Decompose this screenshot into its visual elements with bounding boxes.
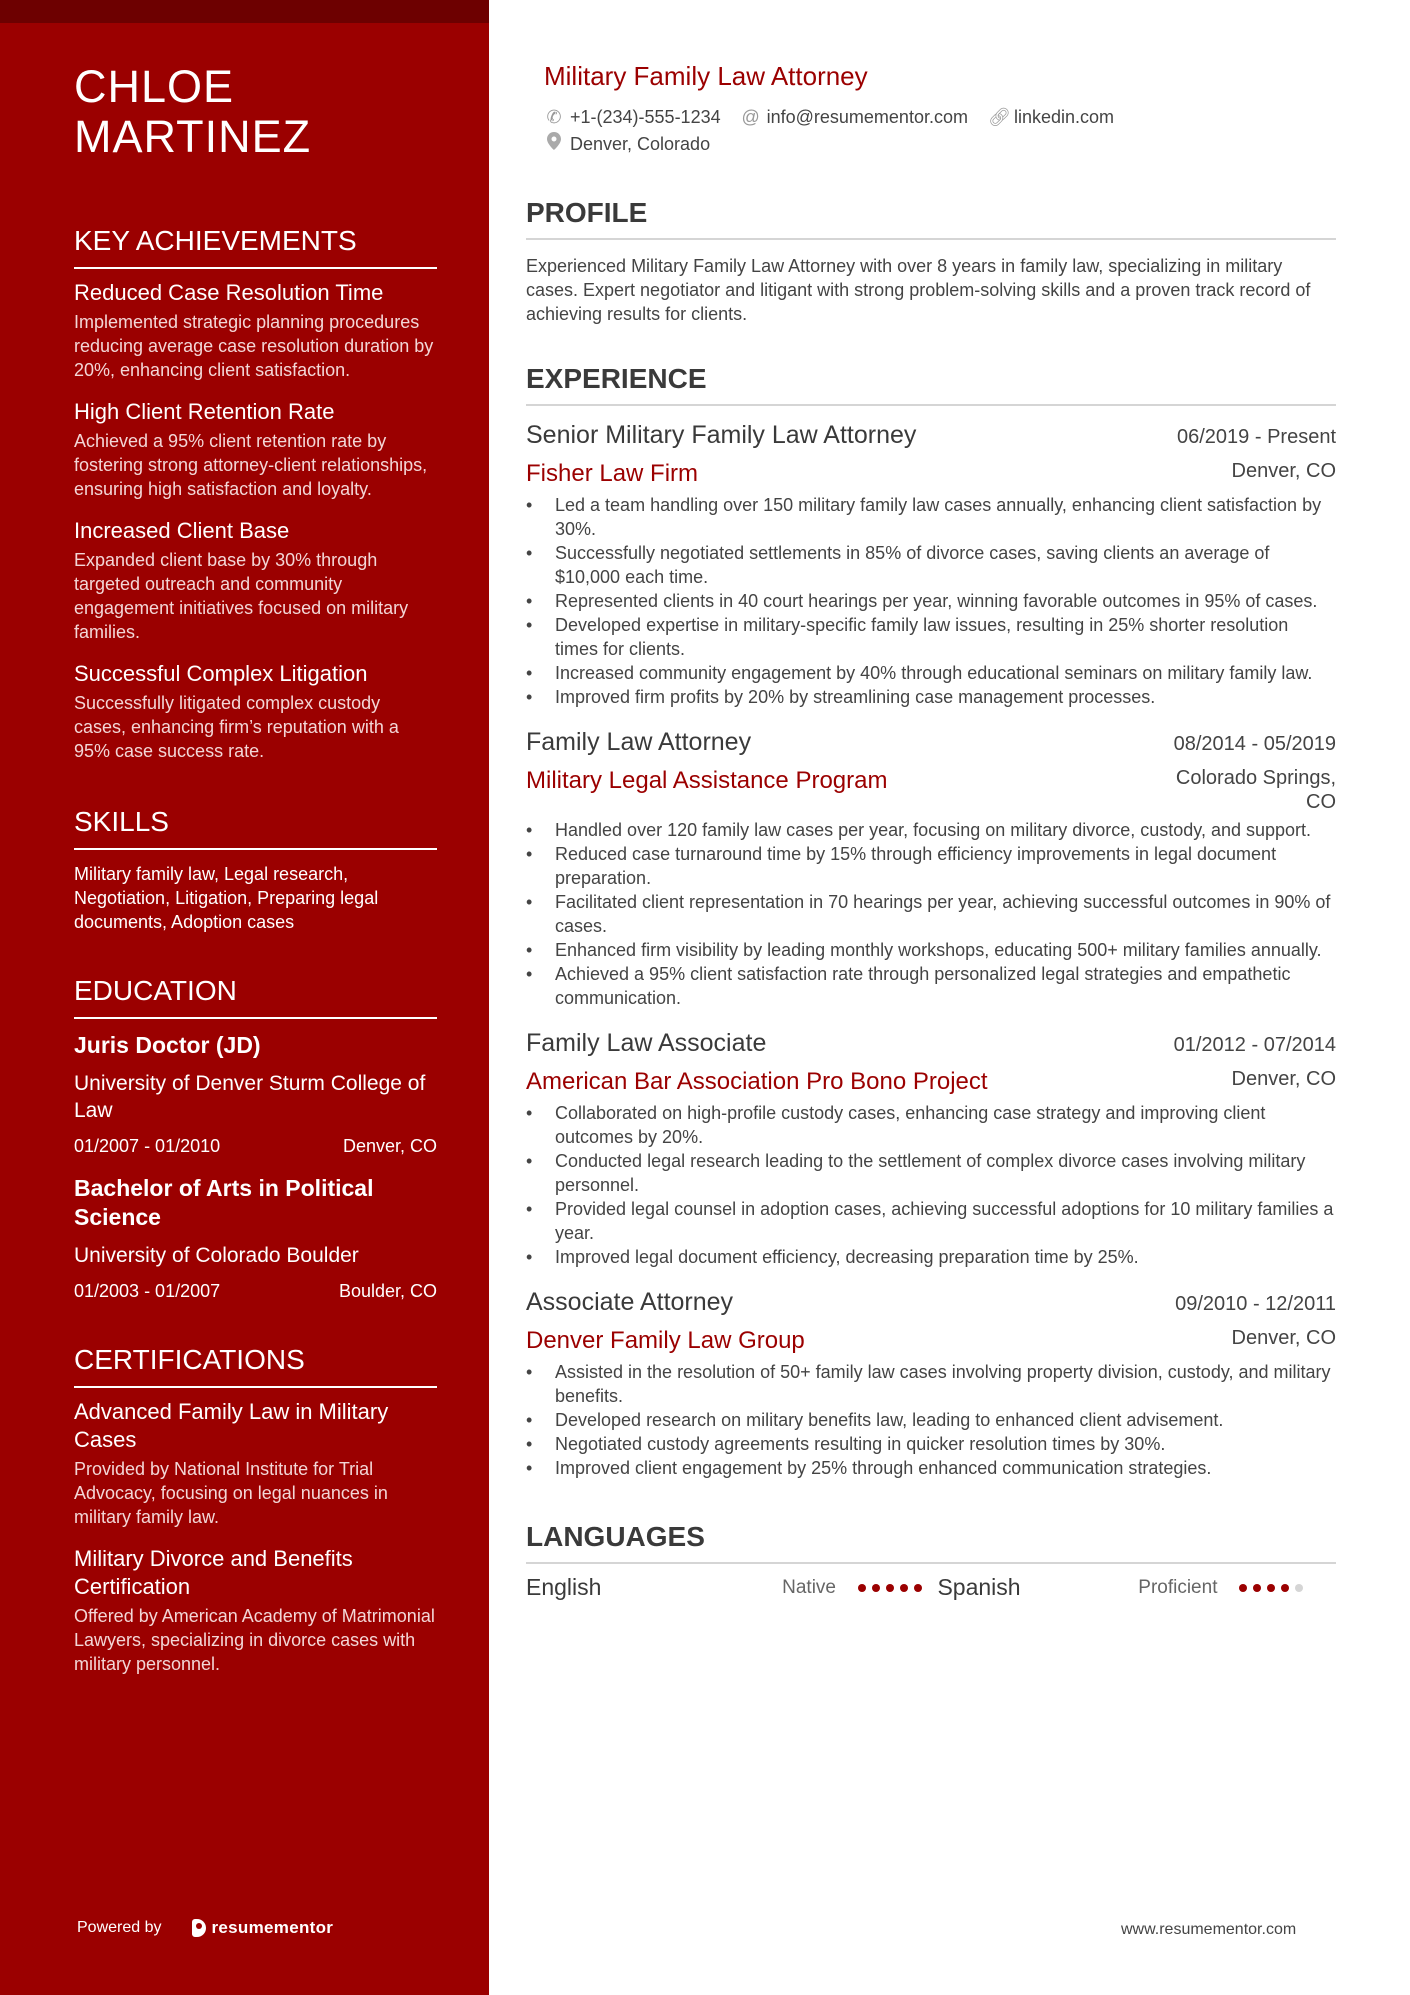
language-rating <box>858 1584 928 1592</box>
experience-role: Family Law Associate <box>526 1029 767 1057</box>
bullet-item: • Represented clients in 40 court hearings per year, winning favorable outcomes in 95% of cases. <box>526 589 1336 613</box>
experience-location: Denver, CO <box>1231 1068 1336 1090</box>
education-location: Denver, CO <box>342 1136 437 1156</box>
experience-dates: 01/2012 - 07/2014 <box>1173 1034 1336 1056</box>
languages-section <box>526 1520 1336 1601</box>
experience-header <box>526 725 1336 761</box>
experience-bullets <box>526 818 1336 1010</box>
sidebar-content <box>74 62 437 1692</box>
language-name: Spanish <box>937 1574 1021 1600</box>
certification-item <box>74 1545 437 1676</box>
experience-item <box>526 725 1336 1010</box>
language-item <box>937 1574 1336 1601</box>
at-icon: @ <box>741 107 760 127</box>
certification-item <box>74 1398 437 1529</box>
experience-subheader <box>526 1326 1336 1356</box>
rating-dot-filled <box>900 1584 908 1592</box>
bullet-item: • Successfully negotiated settlements in 85% of divorce cases, saving clients an average of $10,000 each time. <box>526 541 1336 589</box>
certification-desc: Provided by National Institute for Trial Advocacy, focusing on legal nuances in military family law. <box>74 1459 388 1527</box>
experience-location: Denver, CO <box>1231 1327 1336 1349</box>
education-location: Boulder, CO <box>338 1281 437 1301</box>
education-section <box>74 974 437 1303</box>
phone-text: +1-(234)-555-1234 <box>570 107 721 127</box>
brand-name: resumementor <box>211 1918 334 1937</box>
education-degree: Bachelor of Arts in Political Science <box>74 1175 374 1230</box>
experience-location: Colorado Springs, CO <box>1175 767 1336 813</box>
bullet-item: • Provided legal counsel in adoption cases, achieving successful adoptions for 10 military families a year. <box>526 1197 1336 1245</box>
rating-dot-filled <box>1267 1584 1275 1592</box>
achievement-item <box>74 517 437 644</box>
brand-logo[interactable] <box>192 1918 334 1938</box>
experience-role: Associate Attorney <box>526 1288 734 1316</box>
bullet-item: • Increased community engagement by 40% through educational seminars on military family law. <box>526 661 1336 685</box>
profile-section <box>526 196 1336 326</box>
bullet-item: • Led a team handling over 150 military family law cases annually, enhancing client satisfaction by 30%. <box>526 493 1336 541</box>
achievement-desc: Achieved a 95% client retention rate by fostering strong attorney-client relationships, ensuring high satisfaction and loyalty. <box>74 431 428 499</box>
bullet-item: • Conducted legal research leading to the settlement of complex divorce cases involving military personnel. <box>526 1149 1336 1197</box>
achievement-title: Successful Complex Litigation <box>74 661 368 686</box>
rating-dot-filled <box>914 1584 922 1592</box>
experience-subheader <box>526 1067 1336 1097</box>
language-name: English <box>526 1574 602 1600</box>
job-title: Military Family Law Attorney <box>544 61 868 91</box>
rating-dot-empty <box>1295 1584 1303 1592</box>
language-level: Native <box>782 1576 836 1598</box>
profile-heading: PROFILE <box>526 196 1336 240</box>
skills-section <box>74 805 437 934</box>
first-name: CHLOE <box>74 61 235 112</box>
certification-title: Advanced Family Law in Military Cases <box>74 1399 389 1452</box>
experience-heading: EXPERIENCE <box>526 362 1336 406</box>
skills-list: Military family law, Legal research, Negotiation, Litigation, Preparing legal documents, Adoption cases <box>74 864 379 932</box>
experience-bullets <box>526 493 1336 709</box>
bullet-item: • Developed research on military benefits law, leading to enhanced client advisement. <box>526 1408 1336 1432</box>
education-item <box>74 1174 437 1303</box>
contact-linkedin[interactable] <box>988 104 1114 131</box>
contact-row <box>544 131 1336 158</box>
rating-dot-filled <box>886 1584 894 1592</box>
achievements-section <box>74 224 437 763</box>
rating-dot-filled <box>858 1584 866 1592</box>
certifications-heading: CERTIFICATIONS <box>74 1343 437 1388</box>
contact-row <box>544 104 1336 131</box>
languages-list <box>526 1574 1336 1601</box>
education-dates: 01/2003 - 01/2007 <box>74 1281 221 1301</box>
candidate-name <box>74 62 437 162</box>
achievement-title: Reduced Case Resolution Time <box>74 280 384 305</box>
experience-location: Denver, CO <box>1231 460 1336 482</box>
experience-item <box>526 1026 1336 1269</box>
bullet-item: • Handled over 120 family law cases per year, focusing on military divorce, custody, and support. <box>526 818 1336 842</box>
bullet-item: • Developed expertise in military-specific family law issues, resulting in 25% shorter resolution times for clients. <box>526 613 1336 661</box>
experience-company: Military Legal Assistance Program <box>526 767 888 794</box>
contact-phone[interactable] <box>544 104 721 131</box>
experience-bullets <box>526 1360 1336 1480</box>
contact-location <box>544 131 710 158</box>
last-name: MARTINEZ <box>74 111 312 162</box>
experience-section <box>526 362 1336 1480</box>
location-text: Denver, Colorado <box>570 134 711 154</box>
education-item <box>74 1031 437 1158</box>
education-meta <box>74 1134 437 1158</box>
experience-subheader <box>526 766 1336 814</box>
bullet-item: • Negotiated custody agreements resulting in quicker resolution times by 30%. <box>526 1432 1336 1456</box>
experience-dates: 08/2014 - 05/2019 <box>1173 733 1336 755</box>
achievement-desc: Implemented strategic planning procedures reducing average case resolution duration by 20%, enhancing client satisfaction. <box>74 312 434 380</box>
education-heading: EDUCATION <box>74 974 437 1019</box>
sidebar-top-bar <box>0 0 489 23</box>
rating-dot-filled <box>1281 1584 1289 1592</box>
experience-dates: 06/2019 - Present <box>1177 426 1336 448</box>
language-level: Proficient <box>1138 1576 1218 1598</box>
achievements-heading: KEY ACHIEVEMENTS <box>74 224 437 269</box>
education-meta <box>74 1279 437 1303</box>
achievement-title: High Client Retention Rate <box>74 399 335 424</box>
experience-role: Family Law Attorney <box>526 728 752 756</box>
certification-title: Military Divorce and Benefits Certification <box>74 1546 353 1599</box>
bullet-item: • Collaborated on high-profile custody cases, enhancing case strategy and improving client outcomes by 20%. <box>526 1101 1336 1149</box>
email-text: info@resumementor.com <box>766 107 968 127</box>
rating-dot-filled <box>1239 1584 1247 1592</box>
powered-by-label: Powered by <box>77 1919 162 1936</box>
main-content <box>526 60 1336 1601</box>
education-school: University of Colorado Boulder <box>74 1244 359 1267</box>
education-school: University of Denver Sturm College of Law <box>74 1072 426 1122</box>
achievement-item <box>74 660 437 763</box>
experience-header <box>526 418 1336 454</box>
certification-desc: Offered by American Academy of Matrimonial Lawyers, specializing in divorce cases with military personnel. <box>74 1606 435 1674</box>
bullet-item: • Improved firm profits by 20% by streamlining case management processes. <box>526 685 1336 709</box>
location-pin-icon <box>544 131 564 158</box>
bullet-item: • Reduced case turnaround time by 15% through efficiency improvements in legal document preparation. <box>526 842 1336 890</box>
footer-url[interactable]: www.resumementor.com <box>1121 1921 1297 1938</box>
powered-by <box>77 1918 333 1938</box>
bullet-item: • Improved legal document efficiency, decreasing preparation time by 25%. <box>526 1245 1336 1269</box>
experience-header <box>526 1285 1336 1321</box>
skills-heading: SKILLS <box>74 805 437 850</box>
education-degree: Juris Doctor (JD) <box>74 1032 261 1058</box>
certifications-section <box>74 1343 437 1676</box>
achievement-desc: Successfully litigated complex custody cases, enhancing firm’s reputation with a 95% case success rate. <box>74 693 399 761</box>
experience-company: American Bar Association Pro Bono Project <box>526 1068 988 1095</box>
experience-dates: 09/2010 - 12/2011 <box>1175 1293 1336 1315</box>
achievement-desc: Expanded client base by 30% through targeted outreach and community engagement initiatives focused on military families. <box>74 550 409 642</box>
contact-info <box>544 104 1336 158</box>
bullet-item: • Assisted in the resolution of 50+ family law cases involving property division, custody, and military benefits. <box>526 1360 1336 1408</box>
experience-company: Fisher Law Firm <box>526 460 699 487</box>
experience-company: Denver Family Law Group <box>526 1327 805 1354</box>
experience-role: Senior Military Family Law Attorney <box>526 421 917 449</box>
experience-item <box>526 1285 1336 1480</box>
contact-email[interactable] <box>741 104 968 131</box>
language-item <box>526 1574 937 1601</box>
bullet-item: • Achieved a 95% client satisfaction rate through personalized legal strategies and empathetic communication. <box>526 962 1336 1010</box>
experience-header <box>526 1026 1336 1062</box>
achievement-title: Increased Client Base <box>74 518 290 543</box>
achievement-item <box>74 279 437 382</box>
bullet-item: • Enhanced firm visibility by leading monthly workshops, educating 500+ military families annually. <box>526 938 1336 962</box>
education-dates: 01/2007 - 01/2010 <box>74 1136 221 1156</box>
sidebar <box>0 0 489 1995</box>
achievement-item <box>74 398 437 501</box>
brand-mark-icon <box>192 1919 206 1937</box>
experience-bullets <box>526 1101 1336 1269</box>
experience-subheader <box>526 459 1336 489</box>
profile-text: Experienced Military Family Law Attorney with over 8 years in family law, specializing in military cases. Expert negotiator and litigant with strong problem-solving skills and a proven track record of achieving results for clients. <box>526 256 1311 324</box>
rating-dot-filled <box>1253 1584 1261 1592</box>
link-icon: 🔗︎ <box>987 107 1011 127</box>
experience-item <box>526 418 1336 709</box>
phone-icon: ✆ <box>546 107 562 127</box>
bullet-item: • Improved client engagement by 25% through enhanced communication strategies. <box>526 1456 1336 1480</box>
bullet-item: • Facilitated client representation in 70 hearings per year, achieving successful outcomes in 90% of cases. <box>526 890 1336 938</box>
rating-dot-filled <box>872 1584 880 1592</box>
language-rating <box>1239 1584 1309 1592</box>
languages-heading: LANGUAGES <box>526 1520 1336 1564</box>
linkedin-text: linkedin.com <box>1013 107 1115 127</box>
